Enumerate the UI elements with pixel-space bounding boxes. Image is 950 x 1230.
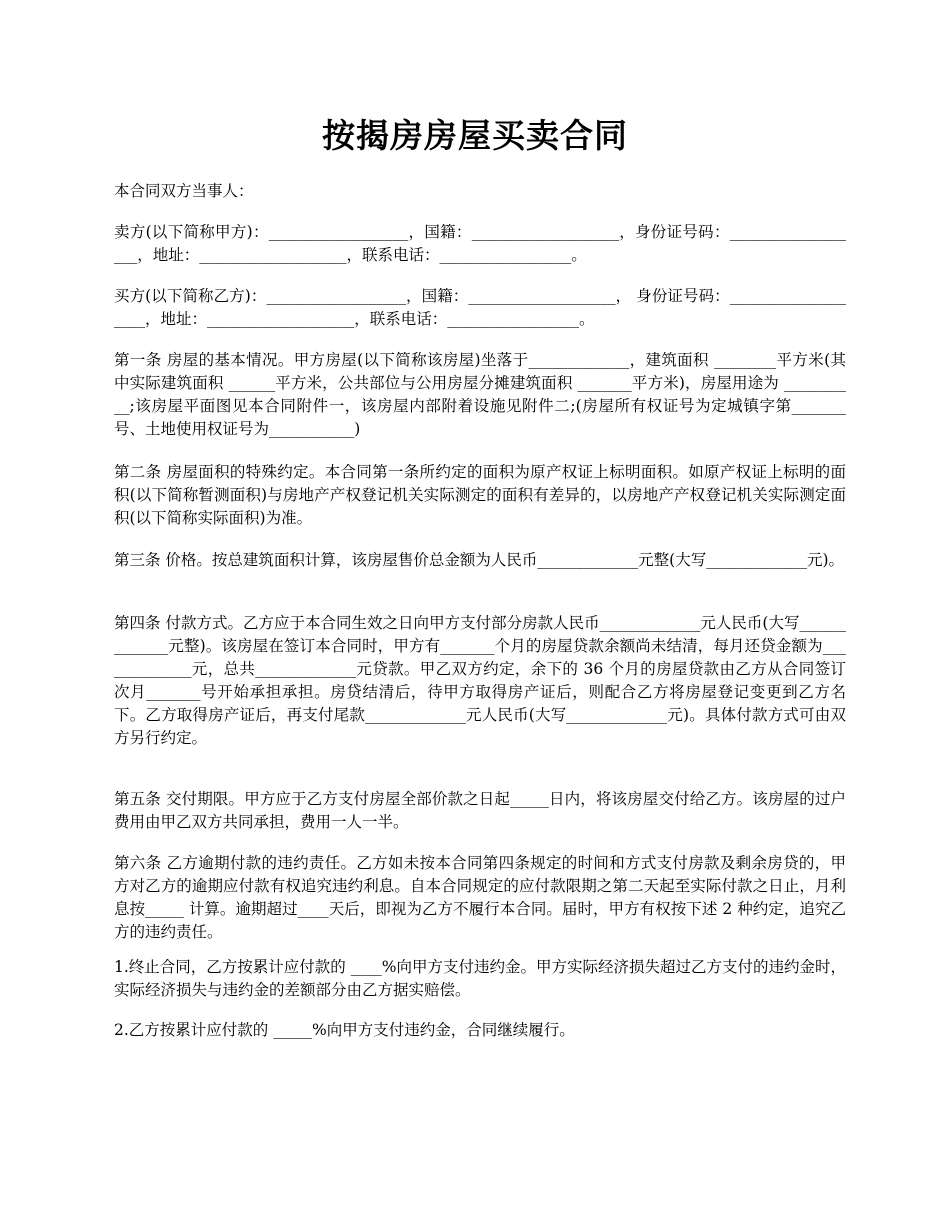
buyer-info: 买方(以下简称乙方)：__________________，国籍：___________________， 身份证号码：___________________，地址：___________________，联系电话：_________________。 [114,287,846,328]
article-1: 第一条 房屋的基本情况。甲方房屋(以下简称该房屋)坐落于_____________，建筑面积 ________平方米(其中实际建筑面积 ______平方米，公共部位与公用房屋分摊建筑面积 _______平方米)，房屋用途为 __________;该房屋平面图见本合同附件一，该房屋内部附着设施见附件二;(房屋所有权证号为定城镇字第_______号、土地使用权证号为___________) [114,351,846,438]
article-2: 第二条 房屋面积的特殊约定。本合同第一条所约定的面积为原产权证上标明面积。如原产权证上标明的面积(以下简称暂测面积)与房地产产权登记机关实际测定的面积有差异的，以房地产产权登记机关实际测定面积(以下简称实际面积)为准。 [114,463,846,527]
article-5: 第五条 交付期限。甲方应于乙方支付房屋全部价款之日起_____日内，将该房屋交付给乙方。该房屋的过户费用由甲乙双方共同承担，费用一人一半。 [114,790,846,831]
article-3: 第三条 价格。按总建筑面积计算，该房屋售价总金额为人民币_____________元整(大写_____________元)。 [114,551,845,569]
article-6: 第六条 乙方逾期付款的违约责任。乙方如未按本合同第四条规定的时间和方式支付房款及剩余房贷的，甲方对乙方的逾期应付款有权追究违约利息。自本合同规定的应付款限期之第二天起至实际付款之日止，月利息按_____ 计算。逾期超过____天后，即视为乙方不履行本合同。届时，甲方有权按下述 2 种约定，追究乙方的违约责任。 [114,854,846,941]
document-title: 按揭房房屋买卖合同 [322,116,628,155]
clause-2: 2.乙方按累计应付款的 _____%向甲方支付违约金，合同继续履行。 [114,1021,575,1039]
clause-1: 1.终止合同，乙方按累计应付款的 ____%向甲方支付违约金。甲方实际经济损失超过乙方支付的违约金时，实际经济损失与违约金的差额部分由乙方据实赔偿。 [114,958,846,999]
parties-intro: 本合同双方当事人： [114,182,254,200]
article-4: 第四条 付款方式。乙方应于本合同生效之日向甲方支付部分房款人民币_____________元人民币(大写_____________元整)。该房屋在签订本合同时，甲方有_______个月的房屋贷款余额尚未结清，每月还贷金额为_____________元，总共_____________元贷款。甲乙双方约定，余下的 36 个月的房屋贷款由乙方从合同签订次月_______号开始承担承担。房贷结清后，待甲方取得房产证后，则配合乙方将房屋登记变更到乙方名下。乙方取得房产证后，再支付尾款_____________元人民币(大写_____________元)。具体付款方式可由双方另行约定。 [114,614,846,747]
seller-info: 卖方(以下简称甲方)：__________________，国籍：___________________，身份证号码：__________________，地址：___________________，联系电话：_________________。 [114,223,846,264]
